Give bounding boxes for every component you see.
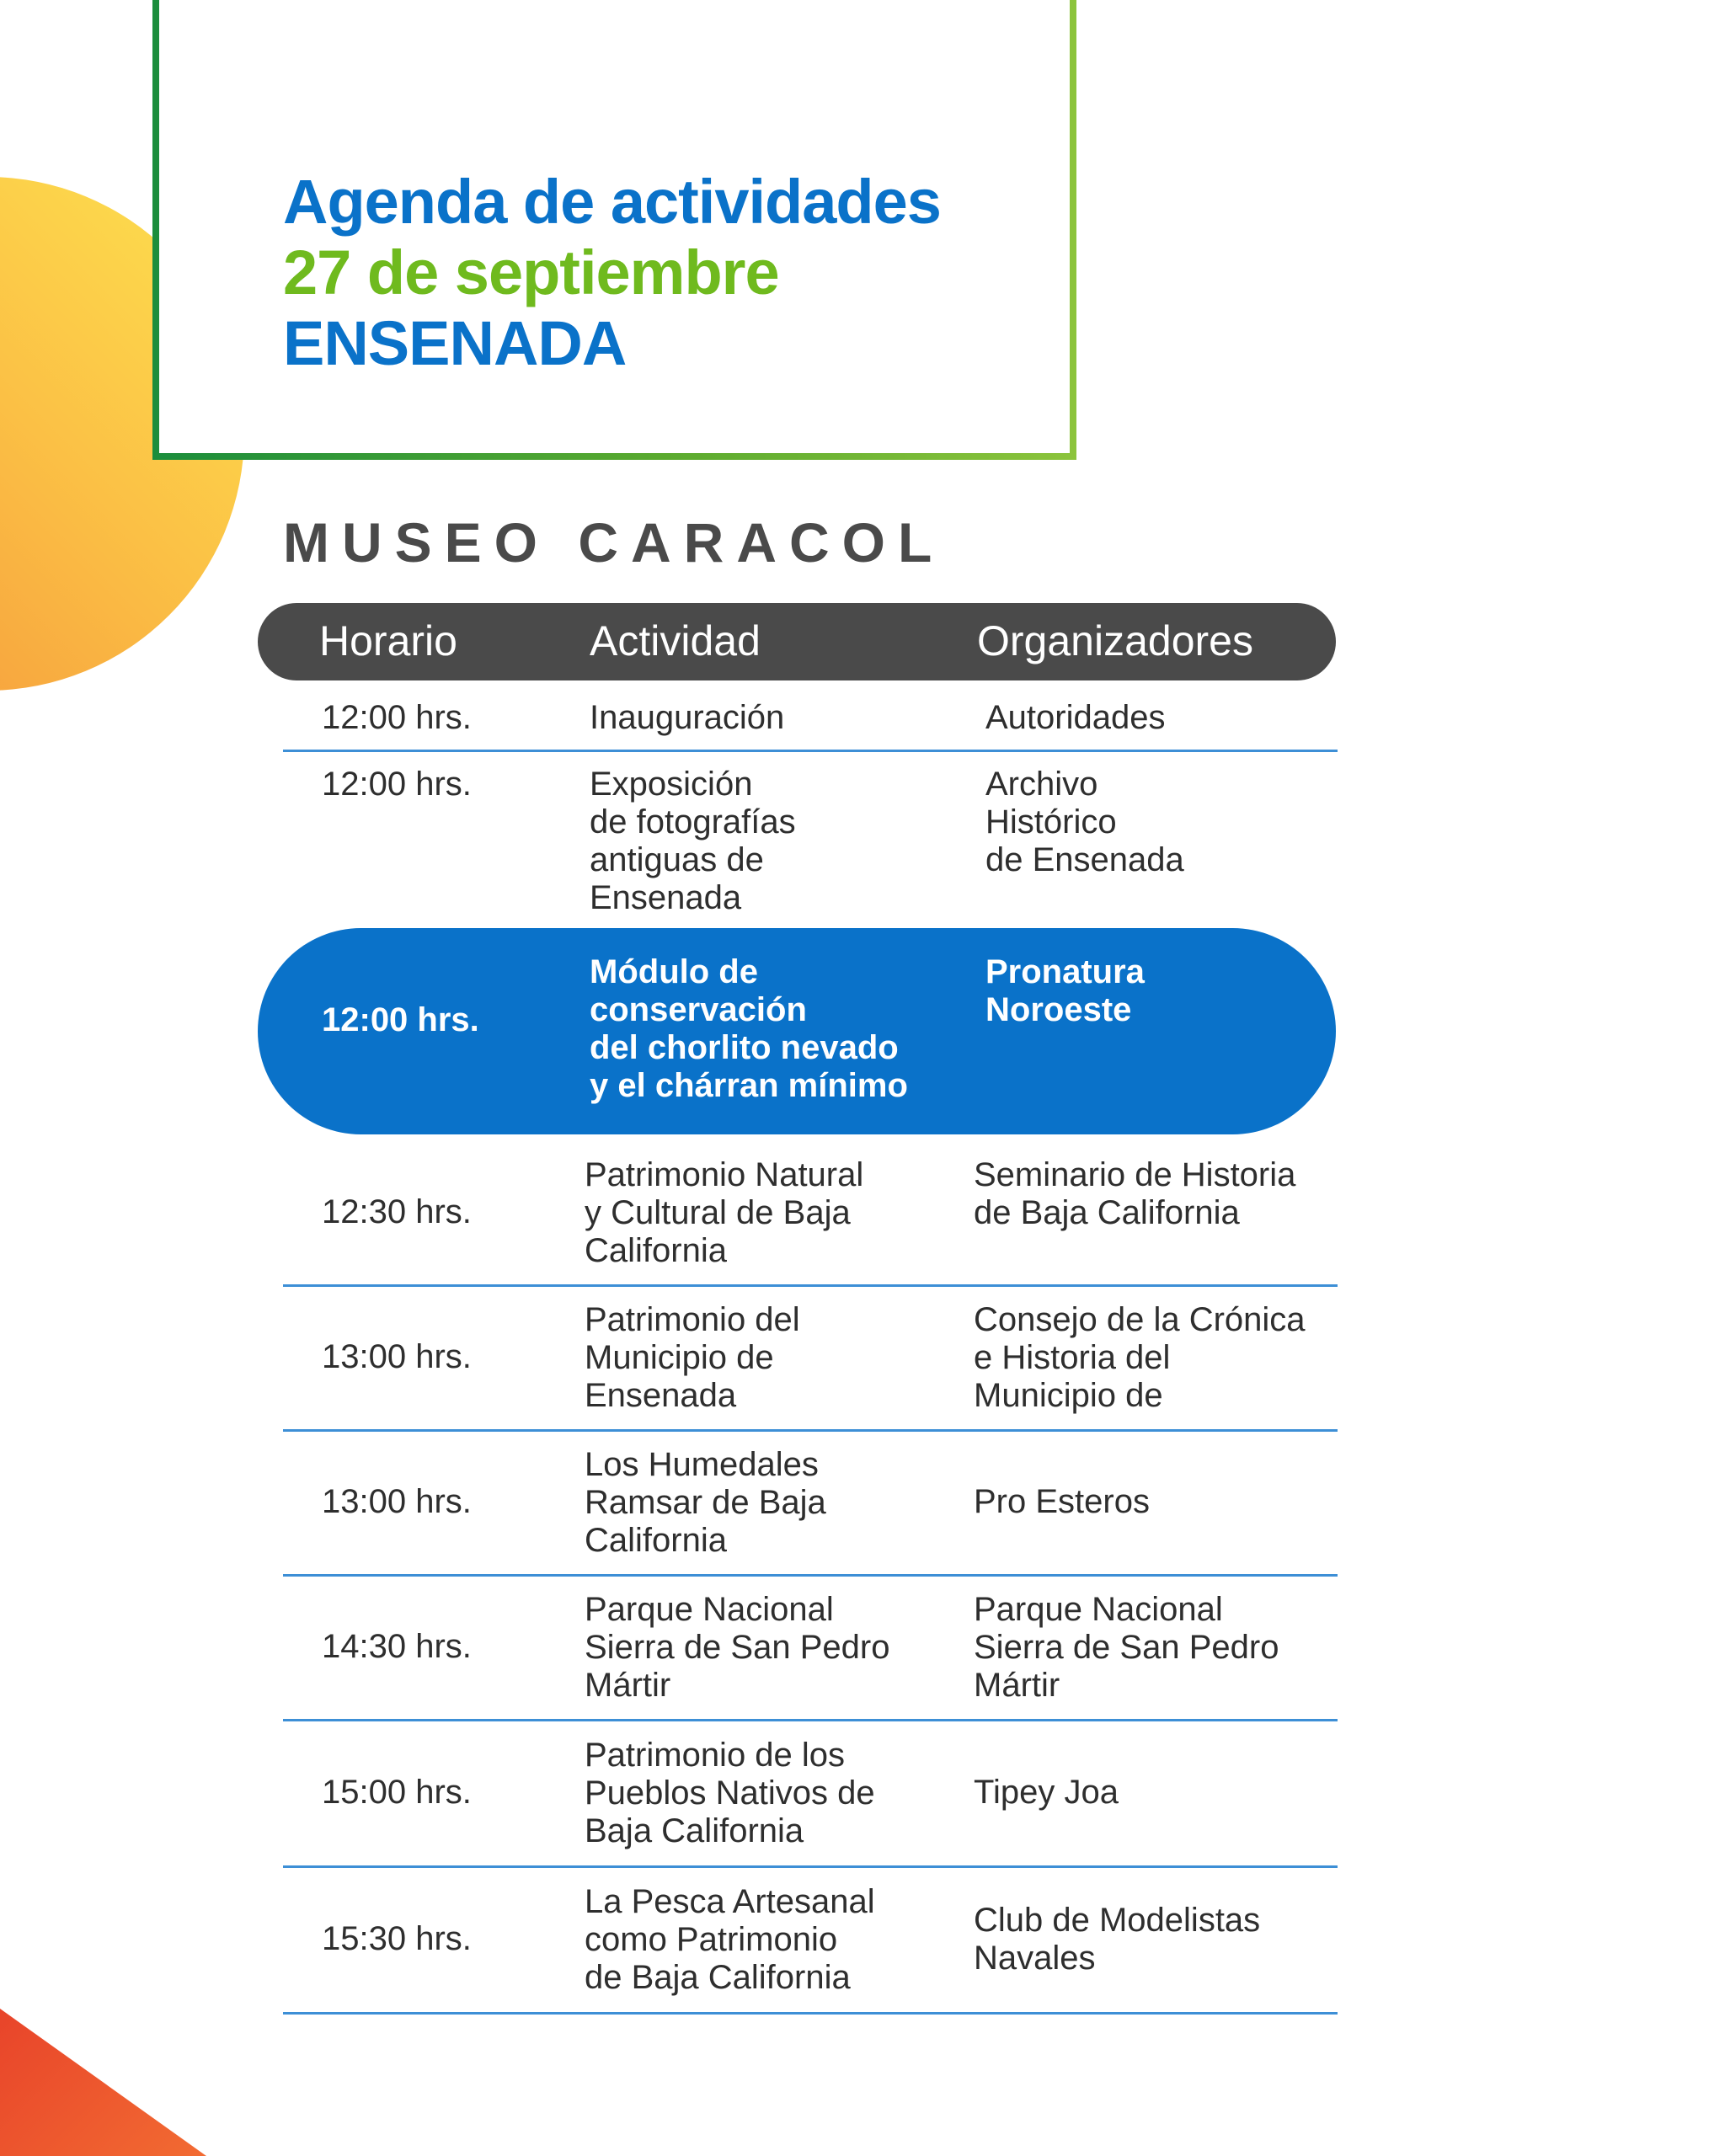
column-header-horario: Horario bbox=[319, 617, 457, 664]
row-divider bbox=[283, 1574, 1338, 1577]
column-header-actividad: Actividad bbox=[590, 617, 761, 664]
row-activity: Los Humedales Ramsar de Baja California bbox=[585, 1446, 826, 1559]
highlighted-row bbox=[258, 928, 1336, 1134]
row-divider bbox=[283, 1719, 1338, 1721]
table-header bbox=[258, 603, 1336, 680]
row-organizer: Pro Esteros bbox=[974, 1483, 1150, 1520]
row-time: 12:00 hrs. bbox=[322, 766, 472, 803]
row-time: 12:00 hrs. bbox=[322, 1001, 479, 1038]
row-organizer: Tipey Joa bbox=[974, 1774, 1119, 1811]
row-organizer: Pronatura Noroeste bbox=[985, 953, 1145, 1028]
row-activity: Patrimonio del Municipio de Ensenada bbox=[585, 1301, 800, 1414]
row-activity: Inauguración bbox=[590, 699, 785, 736]
row-time: 12:30 hrs. bbox=[322, 1193, 472, 1230]
row-time: 15:00 hrs. bbox=[322, 1774, 472, 1811]
row-divider bbox=[283, 750, 1338, 752]
row-activity: Parque Nacional Sierra de San Pedro Mártir bbox=[585, 1591, 890, 1704]
row-time: 13:00 hrs. bbox=[322, 1338, 472, 1375]
row-organizer: Parque Nacional Sierra de San Pedro Mártir bbox=[974, 1591, 1279, 1704]
decorative-red-triangle bbox=[0, 2009, 206, 2156]
row-time: 15:30 hrs. bbox=[322, 1920, 472, 1957]
row-activity: La Pesca Artesanal como Patrimonio de Baja California bbox=[585, 1883, 875, 1996]
row-time: 13:00 hrs. bbox=[322, 1483, 472, 1520]
row-activity: Patrimonio Natural y Cultural de Baja California bbox=[585, 1156, 864, 1269]
row-divider bbox=[283, 1284, 1338, 1287]
row-organizer: Archivo Histórico de Ensenada bbox=[985, 766, 1184, 878]
row-divider bbox=[283, 1865, 1338, 1868]
row-organizer: Seminario de Historia de Baja California bbox=[974, 1156, 1296, 1231]
row-organizer: Consejo de la Crónica e Historia del Municipio de bbox=[974, 1301, 1306, 1414]
page-title bbox=[283, 167, 941, 379]
venue-heading: MUSEO CARACOL bbox=[283, 511, 945, 574]
title-city: ENSENADA bbox=[283, 308, 627, 378]
title-date: 27 de septiembre bbox=[283, 237, 779, 307]
title-agenda: Agenda de actividades bbox=[283, 167, 941, 237]
row-divider bbox=[283, 2012, 1338, 2015]
row-time: 14:30 hrs. bbox=[322, 1628, 472, 1665]
row-organizer: Autoridades bbox=[985, 699, 1166, 736]
row-time: 12:00 hrs. bbox=[322, 699, 472, 736]
column-header-organizadores: Organizadores bbox=[977, 617, 1253, 664]
row-activity: Exposición de fotografías antiguas de Ensenada bbox=[590, 766, 796, 916]
row-organizer: Club de Modelistas Navales bbox=[974, 1902, 1261, 1977]
row-activity: Patrimonio de los Pueblos Nativos de Baja California bbox=[585, 1737, 875, 1849]
row-activity: Módulo de conservación del chorlito nevado y el chárran mínimo bbox=[590, 953, 908, 1104]
row-divider bbox=[283, 1429, 1338, 1432]
